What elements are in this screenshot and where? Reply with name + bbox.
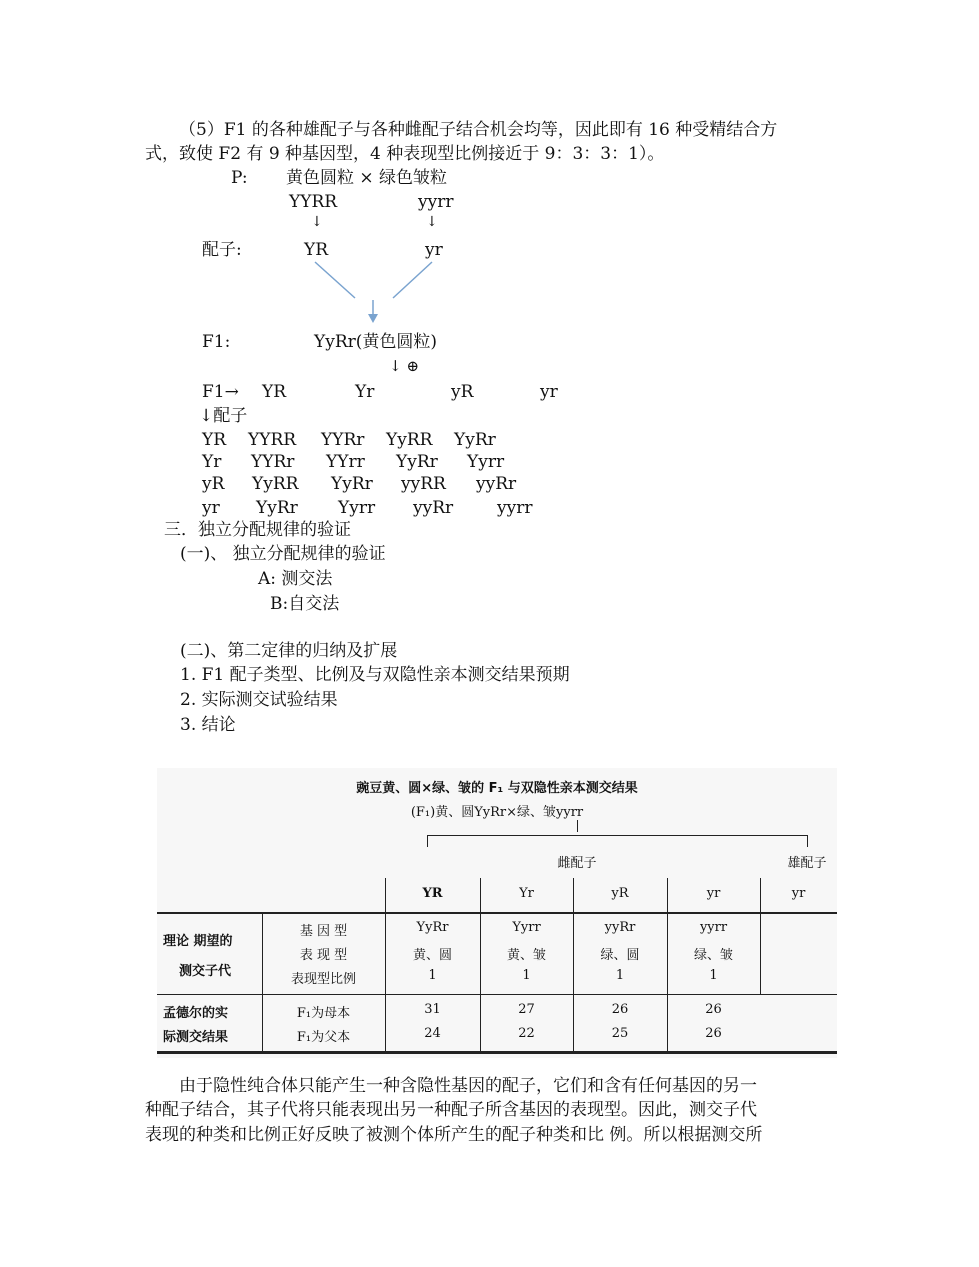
punnett-cell: yyrr bbox=[497, 498, 533, 518]
actual-cell: 31 bbox=[424, 1002, 441, 1017]
punnett-col: yR bbox=[451, 382, 474, 402]
genotype-right: yyrr bbox=[418, 192, 454, 212]
actual-cell: 24 bbox=[424, 1026, 441, 1041]
actual-row-label: F₁为母本 bbox=[296, 1006, 351, 1021]
bracket-left-tick bbox=[427, 835, 428, 847]
punnett-cell: YyRr bbox=[256, 498, 298, 518]
parents: 黄色圆粒 × 绿色皱粒 bbox=[286, 168, 448, 188]
bottom-rule bbox=[157, 1051, 837, 1054]
punnett-cell: YyRR bbox=[386, 430, 433, 450]
punnett-cell: Yyrr bbox=[467, 452, 505, 472]
closing-line-3: 表现的种类和比例正好反映了被测个体所产生的配子种类和比 例。所以根据测交所 bbox=[145, 1125, 763, 1145]
row-label-phenotype: 表 现 型 bbox=[299, 948, 348, 963]
genotype-cell: Yyrr bbox=[512, 920, 541, 935]
center-arrow-head bbox=[368, 314, 378, 323]
actual-label-1: 孟德尔的实 bbox=[163, 1006, 229, 1021]
right-converge-line bbox=[393, 262, 432, 298]
phenotype-cell: 绿、圆 bbox=[600, 948, 640, 963]
punnett-col: YR bbox=[262, 382, 287, 402]
col-header: yR bbox=[611, 886, 629, 901]
down-arrow-left: ↓ bbox=[311, 214, 323, 230]
f1-label: F1: bbox=[202, 332, 231, 352]
male-gamete-label: 雄配子 bbox=[787, 856, 827, 871]
f1-value: YyRr(黄色圆粒) bbox=[314, 332, 438, 352]
bracket-bar bbox=[427, 835, 807, 836]
punnett-col: Yr bbox=[355, 382, 375, 402]
punnett-cell: YYRr bbox=[251, 452, 295, 472]
punnett-cell: YYRR bbox=[248, 430, 297, 450]
actual-cell: 26 bbox=[705, 1002, 722, 1017]
col-header: yr bbox=[706, 886, 721, 901]
mid-rule bbox=[157, 994, 837, 995]
col-header: YR bbox=[422, 886, 443, 901]
punnett-cell: Yyrr bbox=[338, 498, 376, 518]
p-label: P: bbox=[231, 168, 248, 188]
punnett-side-label: ↓配子 bbox=[199, 406, 248, 426]
punnett-row-gamete: Yr bbox=[202, 452, 222, 472]
down-arrow-right: ↓ bbox=[426, 214, 438, 230]
bracket-right-tick bbox=[807, 835, 808, 847]
punnett-cell: yyRr bbox=[413, 498, 454, 518]
punnett-cell: YyRR bbox=[252, 474, 299, 494]
col-header-male: yr bbox=[791, 886, 806, 901]
col-divider bbox=[760, 914, 761, 994]
actual-cell: 26 bbox=[705, 1026, 722, 1041]
section3-b: B:自交法 bbox=[270, 594, 340, 614]
phenotype-cell: 绿、皱 bbox=[693, 948, 733, 963]
section3-title: 三．独立分配规律的验证 bbox=[164, 520, 351, 540]
punnett-cell: yyRR bbox=[401, 474, 446, 494]
section3-item2: 2. 实际测交试验结果 bbox=[180, 690, 338, 710]
section3-item3: 3. 结论 bbox=[180, 715, 236, 735]
actual-cell: 22 bbox=[518, 1026, 535, 1041]
row-label-genotype: 基 因 型 bbox=[299, 924, 348, 939]
section3-item1: 1. F1 配子类型、比例及与双隐性亲本测交结果预期 bbox=[180, 665, 570, 685]
theory-label-1: 理论 期望的 bbox=[163, 934, 233, 949]
female-gamete-label: 雌配子 bbox=[557, 856, 597, 871]
table-subtitle: (F₁)黄、圆YyRr×绿、皱yyrr bbox=[410, 805, 584, 820]
ratio-cell: 1 bbox=[615, 968, 625, 983]
section3-a: A: 测交法 bbox=[258, 569, 333, 589]
ratio-cell: 1 bbox=[522, 968, 531, 983]
gamete-right: yr bbox=[425, 240, 443, 260]
actual-label-2: 际测交结果 bbox=[163, 1030, 229, 1045]
phenotype-cell: 黄、圆 bbox=[412, 948, 452, 963]
selfing-symbol: ↓ ⊕ bbox=[389, 357, 419, 375]
ratio-cell: 1 bbox=[428, 968, 437, 983]
punnett-cell: YYrr bbox=[326, 452, 365, 472]
punnett-header-label: F1→ bbox=[202, 382, 239, 402]
punnett-row-gamete: YR bbox=[202, 430, 227, 450]
punnett-cell: YyRr bbox=[396, 452, 438, 472]
genotype-cell: yyrr bbox=[699, 920, 728, 935]
row-label-ratio: 表现型比例 bbox=[290, 972, 356, 987]
genotype-cell: yyRr bbox=[604, 920, 636, 935]
punnett-cell: yyRr bbox=[476, 474, 517, 494]
section3-sub2: (二)、第二定律的归纳及扩展 bbox=[180, 641, 398, 661]
table-title: 豌豆黄、圆×绿、皱的 F₁ 与双隐性亲本测交结果 bbox=[356, 781, 638, 796]
intro-line-1: （5）F1 的各种雄配子与各种雌配子结合机会均等，因此即有 16 种受精结合方 bbox=[179, 120, 778, 140]
genotype-left: YYRR bbox=[289, 192, 338, 212]
theory-label-2: 测交子代 bbox=[179, 964, 232, 979]
closing-line-1: 由于隐性纯合体只能产生一种含隐性基因的配子，它们和含有任何基因的另一 bbox=[179, 1076, 757, 1096]
punnett-cell: YYRr bbox=[321, 430, 365, 450]
ratio-cell: 1 bbox=[709, 968, 718, 983]
gamete-label: 配子: bbox=[202, 240, 242, 260]
punnett-col: yr bbox=[540, 382, 558, 402]
actual-cell: 25 bbox=[611, 1026, 629, 1041]
phenotype-cell: 黄、皱 bbox=[506, 948, 546, 963]
bracket-stem bbox=[577, 820, 578, 832]
header-rule bbox=[157, 912, 837, 914]
actual-cell: 27 bbox=[518, 1002, 535, 1017]
punnett-cell: YyRr bbox=[331, 474, 373, 494]
section3-sub1: (一)、 独立分配规律的验证 bbox=[180, 544, 386, 564]
actual-row-label: F₁为父本 bbox=[296, 1030, 351, 1045]
genotype-cell: YyRr bbox=[416, 920, 449, 935]
closing-line-2: 种配子结合，其子代将只能表现出另一种配子所含基因的表现型。因此，测交子代 bbox=[145, 1100, 757, 1120]
intro-line-2: 式，致使 F2 有 9 种基因型，4 种表现型比例接近于 9：3：3：1）。 bbox=[145, 144, 665, 164]
gamete-left: YR bbox=[304, 240, 329, 260]
fertilization-arrows bbox=[0, 0, 979, 400]
left-converge-line bbox=[315, 262, 355, 298]
col-header: Yr bbox=[519, 886, 534, 901]
punnett-row-gamete: yr bbox=[202, 498, 220, 518]
testcross-table bbox=[157, 768, 837, 1058]
actual-cell: 26 bbox=[611, 1002, 629, 1017]
punnett-row-gamete: yR bbox=[202, 474, 225, 494]
punnett-cell: YyRr bbox=[454, 430, 496, 450]
